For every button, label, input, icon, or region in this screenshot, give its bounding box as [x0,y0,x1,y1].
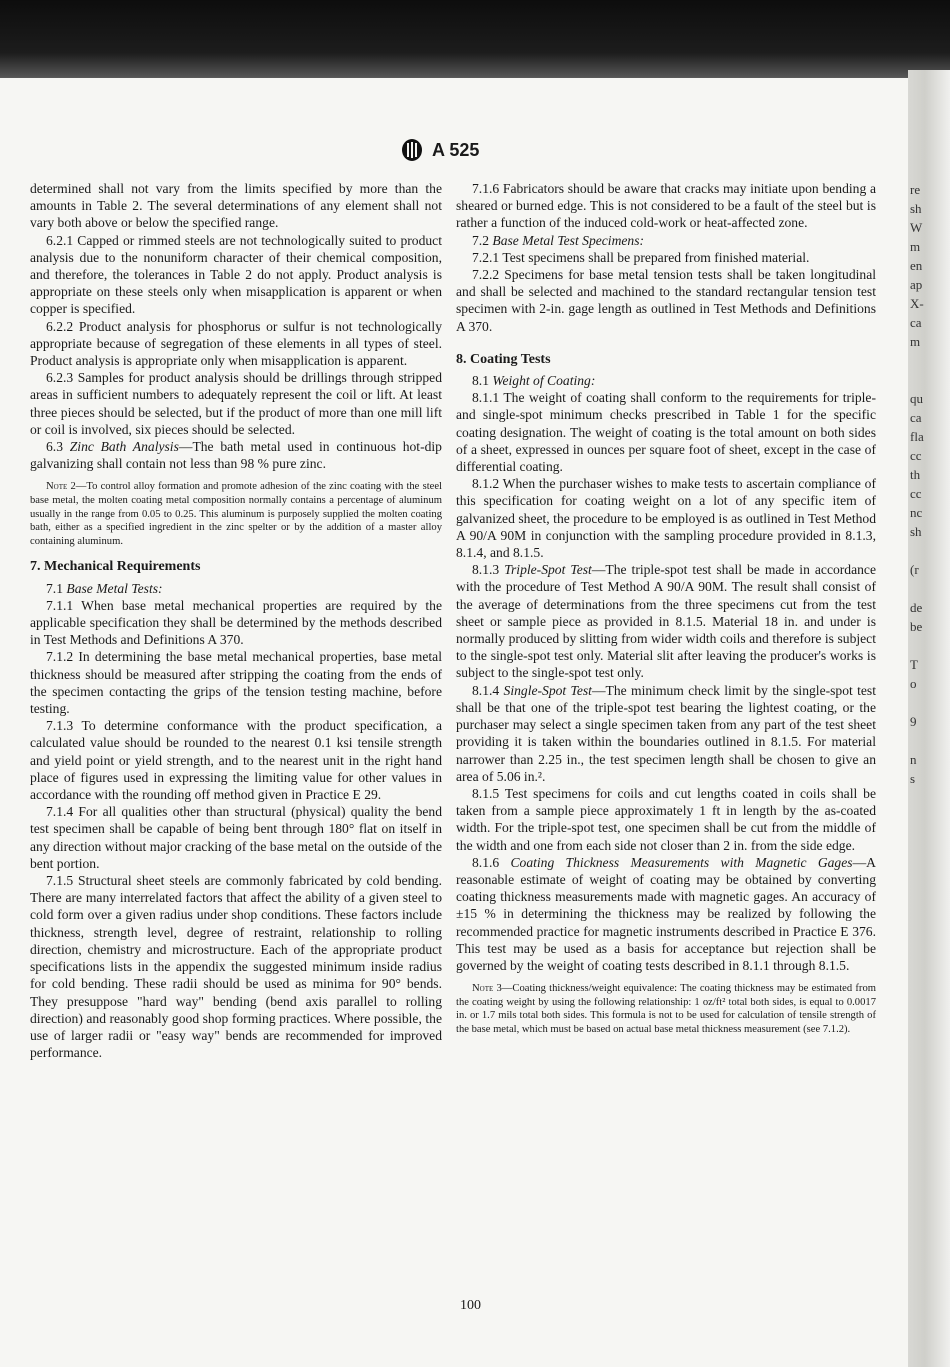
edge-fragment: qu [910,391,923,406]
paragraph-title: Base Metal Tests: [66,580,163,596]
paragraph-6-3 [30,438,442,472]
section-number: 7.1 [46,580,63,596]
edge-fragment [910,579,948,598]
edge-fragment: be [910,619,923,634]
paragraph-7-1-6: 7.1.6 Fabricators should be aware that cracks may initiate upon bending a sheared or burned edge. This is not considered to be a fault of the steel but is rather a function of the induced cold-work or heat-affected zone. [456,181,876,231]
edge-fragment: s [910,771,916,786]
section-7-heading: 7. Mechanical Requirements [30,559,201,575]
edge-fragment: cc [910,448,922,463]
section-number: 7.2 [472,232,489,248]
section-number: 6.3 [46,439,63,455]
paragraph-title: Triple-Spot Test [504,562,592,578]
note-label: Note 3 [472,983,502,995]
paragraph-8-1-3 [456,561,876,681]
edge-fragment: ca [910,315,922,330]
paragraph-7-2 [456,232,876,249]
edge-fragment [910,351,948,370]
paragraph-7-1-1: 7.1.1 When base metal mechanical properties are required by the applicable specification they shall be determined by the methods described in Test Methods and Definitions A 370. [30,597,442,648]
note-text: —To control alloy formation and promote adhesion of the zinc coating with the steel base metal, the molten coating metal composition normally contains a percentage of aluminum usually in the range from 0.05 to 0.25. This aluminum is purposely supplied the molten coating bath, either as a specified ingredient in the zinc spelter or by the addition of a master alloy containing aluminum. [30,481,443,547]
paragraph-7-1-2: 7.1.2 In determining the base metal mechanical properties, base metal thickness should be measured after stripping the coating from the ends of the specimen contacting the grips of the tension testing machine, before testing. [30,649,442,717]
left-column [30,180,442,1061]
edge-fragment: re [910,182,921,197]
paragraph-8-1-1: 8.1.1 The weight of coating shall conform to the requirements for triple- and single-spot minimum checks prescribed in Table 1 for the specific coating designation. The weight of coating is the total amount on both sides of a sheet, expressed in ounces per square foot of sheet, except in the case of differential coating. [456,390,876,475]
edge-fragment: ca [910,410,922,425]
note-label: Note 2 [46,481,76,493]
astm-logo-icon [400,138,424,162]
note-3 [456,982,876,1036]
note-2 [30,480,442,548]
adjacent-page-text-fragments [910,180,948,788]
edge-fragment: cc [910,486,922,501]
paragraph-6-2-1: 6.2.1 Capped or rimmed steels are not technologically suited to product analysis due to the nonuniform character of their chemical composition, and therefore, the tolerances in Table 2 do not apply. Product analysis is appropriate on these steels only when misapplication is apparent or when copper is specified. [30,232,442,317]
edge-fragment: sh [910,201,922,216]
edge-fragment: T [910,657,918,672]
paragraph-6-2-end: determined shall not vary from the limits specified by more than the amounts in Table 2. The several determinations of any element shall not vary both above or below the specified range. [30,181,442,231]
edge-fragment [910,731,948,750]
paragraph-7-1-3: 7.1.3 To determine conformance with the product specification, a calculated value should be rounded to the nearest 0.1 ksi tensile strength and yield point or yield strength, and to the nearest unit in the right hand place of figures used in expressing the limiting value for other values in accordance with the rounding off method given in Practice E 29. [30,718,442,803]
edge-fragment: W [910,220,923,235]
edge-fragment [910,636,948,655]
edge-fragment: 9 [910,714,917,729]
section-number: 8.1.4 [472,682,500,698]
page-number: 100 [460,1298,481,1313]
edge-fragment: en [910,258,923,273]
paragraph-6-2-2: 6.2.2 Product analysis for phosphorus or sulfur is not technologically appropriate because of segregation of these elements in all types of steel. Product analysis is appropriate only when misapplication is apparent. [30,318,442,369]
paragraph-7-2-2: 7.2.2 Specimens for base metal tension tests shall be taken longitudinal and shall be selected and machined to the standard rectangular tension test specimen with 2-in. gage length as outlined in Test Methods and Definitions A 370. [456,267,876,334]
edge-fragment: m [910,239,921,254]
section-number: 8.1.6 [472,854,500,870]
edge-fragment [910,693,948,712]
section-8-heading: 8. Coating Tests [456,351,551,367]
paragraph-6-2-3: 6.2.3 Samples for product analysis should be drillings through stripped areas in sufficient numbers to adequately represent the coil or lift. At least three pieces should be selected, but if the product of more than one mill lift or coil is involved, six pieces should be selected. [30,370,442,437]
standard-designation: A 525 [432,139,480,160]
paragraph-title: Zinc Bath Analysis [69,439,179,455]
paragraph-text: —A reasonable estimate of weight of coating may be obtained by converting coating thickness measurements made with magnetic gages. An accuracy of ±15 % in determining the thickness may be realized by following the recommended practice for magnetic instruments described in Practice E 376. This test may be used as a basis for acceptance but rejection shall be governed by the weight of coating tests described in 8.1.1 through 8.1.5. [456,854,876,973]
paragraph-7-2-1: 7.2.1 Test specimens shall be prepared from finished material. [472,249,810,265]
paragraph-text: —The bath metal used in continuous hot-dip galvanizing shall contain not less than 98 % pure zinc. [30,439,442,472]
edge-fragment: ap [910,277,923,292]
section-number: 8.1 [472,373,489,389]
paragraph-title: Weight of Coating: [492,373,596,389]
edge-fragment: th [910,467,921,482]
edge-fragment: o [910,676,917,691]
note-text: —Coating thickness/weight equivalence: The coating thickness may be estimated from the coating weight by using the following relationship: 1 oz/ft² total both sides, is equal to 0.0017 in. or 1.7 mils total both sides. This formula is not to be used for calculation of tensile strength of the base metal, which must be based on actual base metal thickness measurement (see 7.1.2). [456,983,876,1035]
paragraph-7-1 [30,580,442,597]
edge-fragment [910,541,948,560]
edge-fragment: de [910,600,923,615]
paragraph-8-1-4 [456,682,876,785]
edge-fragment: sh [910,524,922,539]
paragraph-7-1-4: 7.1.4 For all qualities other than structural (physical) quality the bend test specimen shall be capable of being bent through 180° flat on itself in any direction without major cracking of the base metal on the outside of the bent portion. [30,804,442,871]
edge-fragment: m [910,334,921,349]
edge-fragment: X- [910,296,924,311]
paragraph-text: —The minimum check limit by the single-spot test shall be that one of the triple-spot test bearing the lightest coating, or the purchaser may select a single specimen taken from any part of the test sheet providing it is taken within the boundaries outlined in 8.1.5. For material narrower than 2.25 in., the test specimen length shall be chosen to give an area of 5.06 in.². [456,682,877,784]
paragraph-8-1-6 [456,854,876,974]
paragraph-8-1-2: 8.1.2 When the purchaser wishes to make tests to ascertain compliance of this specification for coating weight on a lot of any specific item of galvanized sheet, the procedure to be employed is as outlined in Test Method A 90/A 90M in conjunction with the sampling procedure provided in 8.1.3, 8.1.4, and 8.1.5. [456,476,876,561]
edge-fragment: n [910,752,917,767]
paragraph-8-1-5: 8.1.5 Test specimens for coils and cut lengths coated in coils shall be taken from a sample piece approximately 1 ft in length by the as-coated width. For the triple-spot test, one specimen shall be cut from the middle of the width and one from each side not closer than 2 in. from the side edge. [456,785,876,853]
paragraph-title: Base Metal Test Specimens: [492,232,645,248]
right-column [456,180,876,1045]
paragraph-7-1-5: 7.1.5 Structural sheet steels are commonly fabricated by cold bending. There are many interrelated factors that affect the ability of a given steel to cold form over a given radius under shop conditions. These factors include thickness, strength level, degree of restraint, relationship to rolling direction, chemistry and microstructure. Each of the appropriate product specifications lists in the appendix the suggested minimum inside radius for cold bending. These radii should be used as minima for 90° bends. They presuppose "hard way" bending (bend axis parallel to rolling direction) and reasonably good shop forming practices. Where possible, the use of larger radii or "easy way" bends are recommended for improved performance. [30,873,442,1061]
section-number: 8.1.3 [472,562,500,578]
paragraph-title: Coating Thickness Measurements with Magnetic Gages [510,854,853,870]
edge-fragment [910,370,948,389]
edge-fragment: fla [910,429,924,444]
edge-fragment: nc [910,505,923,520]
paragraph-title: Single-Spot Test [503,682,592,698]
edge-fragment: (r [910,562,919,577]
paragraph-text: —The triple-spot test shall be made in accordance with the procedure of Test Method A 90/A 90M. The result shall consist of the average of determinations from the three specimens cut from the test sheet or sample piece as provided in 8.1.5. Material 18 in. and under is normally produced by slitting from wider width coils and therefore is subject to the single-spot test only. Material slit after leaving the producer's works is subject to the single-spot test only. [456,562,876,681]
page-header [400,136,479,164]
paragraph-8-1 [456,372,876,389]
